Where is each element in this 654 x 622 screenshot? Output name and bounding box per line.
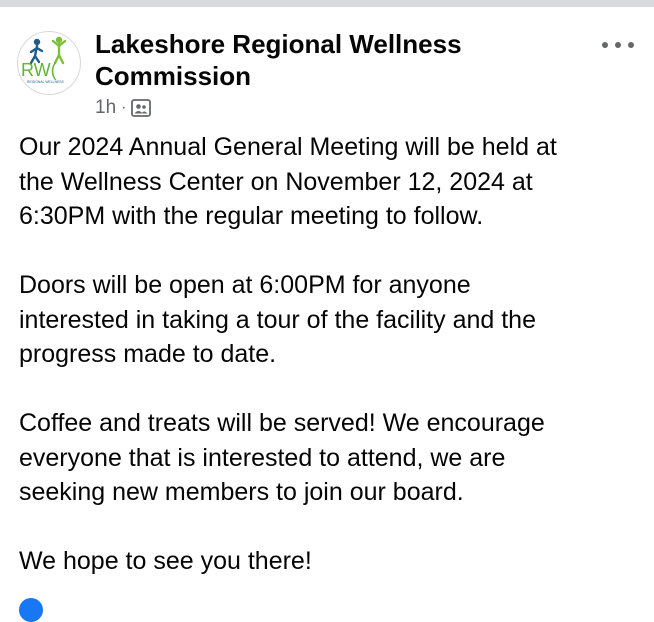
page-name-link[interactable]: Lakeshore Regional Wellness Commission	[95, 29, 462, 91]
more-horizontal-icon	[615, 42, 621, 48]
more-horizontal-icon	[602, 42, 608, 48]
post-paragraph: Coffee and treats will be served! We encourage everyone that is interested to attend, we are seeking new members to join our board.	[19, 409, 545, 506]
svg-text:RW(: RW(	[21, 60, 57, 80]
page-avatar[interactable]	[17, 31, 81, 95]
wellness-logo-icon	[18, 32, 80, 94]
page-public-icon	[131, 99, 151, 117]
post-timestamp[interactable]: 1h	[95, 97, 117, 118]
post-meta	[95, 98, 151, 118]
post-card	[0, 7, 654, 600]
post-paragraph: Doors will be open at 6:00PM for anyone interested in taking a tour of the facility and the progress made to date.	[19, 271, 536, 368]
more-horizontal-icon	[628, 42, 634, 48]
post-paragraph: We hope to see you there!	[19, 547, 312, 575]
meta-separator: ·	[121, 99, 127, 116]
like-reaction-icon[interactable]	[19, 598, 43, 622]
top-divider	[0, 0, 654, 7]
post-body	[19, 130, 644, 579]
post-paragraph: Our 2024 Annual General Meeting will be held at the Wellness Center on November 12, 2024 at 6:30PM with the regular meeting to follow.	[19, 133, 557, 230]
svg-text:REGIONAL WELLNESS: REGIONAL WELLNESS	[27, 80, 64, 84]
more-options-button[interactable]	[602, 35, 634, 55]
